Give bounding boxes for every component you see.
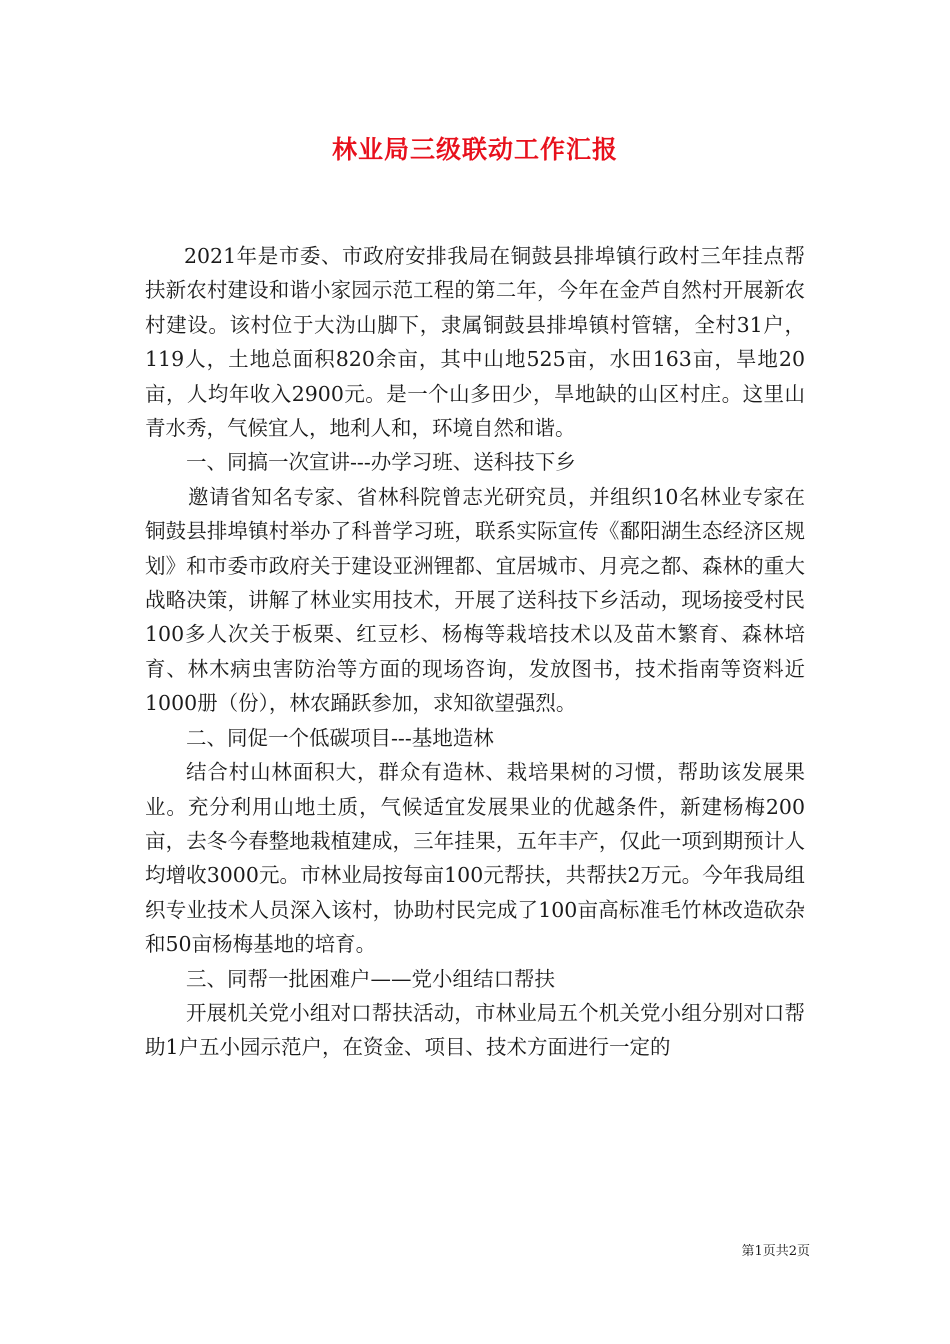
page-number: 第1页共2页 bbox=[741, 1244, 810, 1259]
section-heading-1: 一、同搞一次宣讲---办学习班、送科技下乡 bbox=[186, 450, 576, 475]
section-3-paragraph: 开展机关党小组对口帮扶活动，市林业局五个机关党小组分别对口帮助1户五小园示范户，在资金、项目、技术方面进行一定的 bbox=[145, 1000, 805, 1060]
document-body bbox=[145, 239, 805, 1065]
document-title: 林业局三级联动工作汇报 bbox=[331, 135, 618, 164]
section-heading-2: 二、同促一个低碳项目---基地造林 bbox=[186, 725, 494, 750]
section-1-paragraph: 邀请省知名专家、省林科院曾志光研究员，并组织10名林业专家在铜鼓县排埠镇村举办了科普学习班，联系实际宣传《鄱阳湖生态经济区规划》和市委市政府关于建设亚洲锂都、宜居城市、月亮之都、森林的重大战略决策，讲解了林业实用技术，开展了送科技下乡活动，现场接受村民100多人次关于板栗、红豆杉、杨梅等栽培技术以及苗木繁育、森林培育、林木病虫害防治等方面的现场咨询，发放图书，技术指南等资料近1000册（份），林农踊跃参加，求知欲望强烈。 bbox=[145, 484, 805, 716]
intro-paragraph: 2021年是市委、市政府安排我局在铜鼓县排埠镇行政村三年挂点帮扶新农村建设和谐小家园示范工程的第二年，今年在金芦自然村开展新农村建设。该村位于大沩山脚下，隶属铜鼓县排埠镇村管辖，全村31户，119人，土地总面积820余亩，其中山地525亩，水田163亩，旱地20亩，人均年收入2900元。是一个山多田少，旱地缺的山区村庄。这里山青水秀，气候宜人，地利人和，环境自然和谐。 bbox=[145, 244, 805, 441]
section-2-paragraph: 结合村山林面积大，群众有造林、栽培果树的习惯，帮助该发展果业。充分利用山地土质，气候适宜发展果业的优越条件，新建杨梅200亩，去冬今春整地栽植建成，三年挂果，五年丰产，仅此一项到期预计人均增收3000元。市林业局按每亩100元帮扶，共帮扶2万元。今年我局组织专业技术人员深入该村，协助村民完成了100亩高标准毛竹林改造砍杂和50亩杨梅基地的培育。 bbox=[145, 760, 805, 957]
section-heading-3: 三、同帮一批困难户——党小组结口帮扶 bbox=[186, 966, 555, 991]
